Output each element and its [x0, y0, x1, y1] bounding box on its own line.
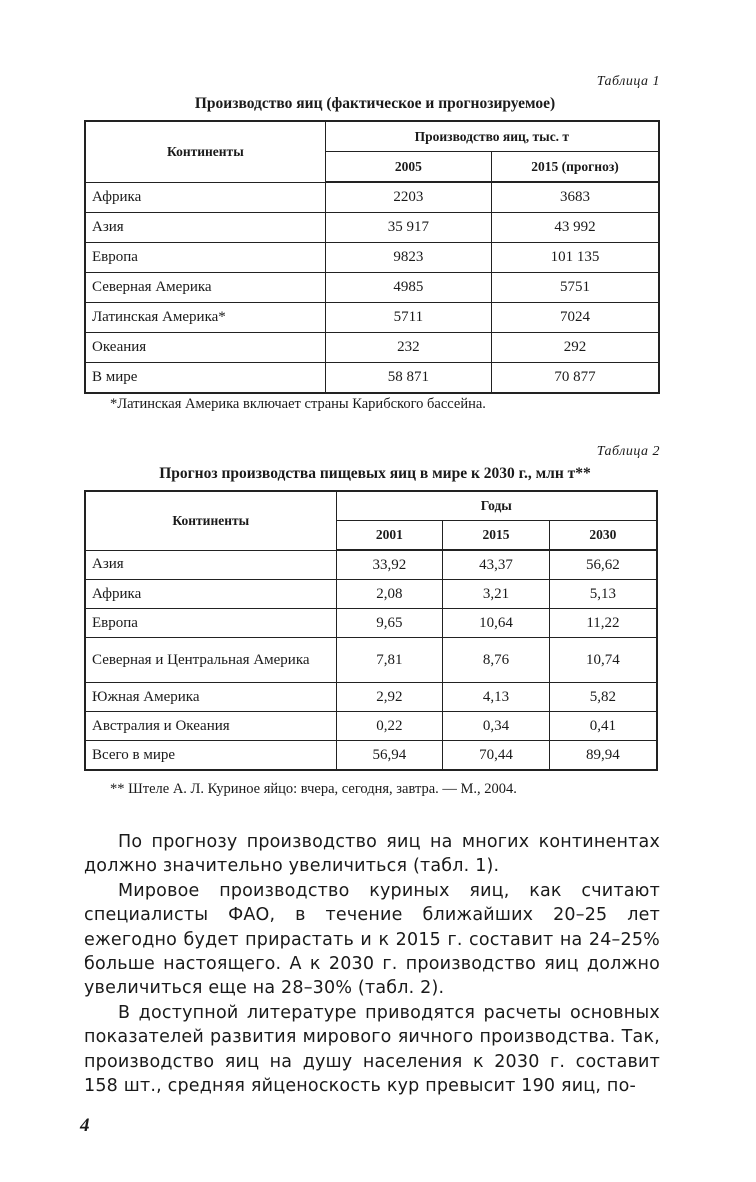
row-value-2005: 5711 [325, 303, 491, 333]
row-name: Всего в мире [85, 741, 336, 771]
paragraph-2: Мировое производство куриных яиц, как считают специалисты ФАО, в течение ближайших 20–25 лет ежегодно будет прирастать и к 2015 г. составит на 24–25% больше настоящего. А к 2030 г. производство яиц должно увеличиться еще на 28–30% (табл. 2). [84, 880, 660, 999]
row-name: Австралия и Океания [85, 712, 336, 741]
table1-header-2005: 2005 [325, 152, 491, 183]
row-value-2005: 58 871 [325, 363, 491, 394]
table-row [85, 182, 659, 213]
row-value-2030: 56,62 [549, 550, 657, 580]
row-name: Океания [85, 333, 325, 363]
table2-header-2030: 2030 [549, 521, 657, 551]
row-value-2005: 232 [325, 333, 491, 363]
table1-title: Производство яиц (фактическое и прогнозируемое) [194, 95, 556, 112]
row-value-2001: 56,94 [336, 741, 443, 771]
row-value-2015: 43 992 [492, 213, 659, 243]
row-value-2005: 9823 [325, 243, 491, 273]
row-value-2015: 10,64 [443, 609, 550, 638]
table-row [85, 712, 657, 741]
row-name: Европа [85, 243, 325, 273]
row-value-2015: 8,76 [443, 638, 550, 683]
row-value-2005: 2203 [325, 182, 491, 213]
body-text [84, 830, 660, 1098]
table-row [85, 550, 657, 580]
table2 [84, 490, 658, 771]
row-value-2015: 101 135 [492, 243, 659, 273]
table1-label: Таблица 1 [596, 74, 660, 89]
row-value-2005: 4985 [325, 273, 491, 303]
table2-label: Таблица 2 [596, 444, 660, 459]
table-row [85, 303, 659, 333]
row-value-2030: 11,22 [549, 609, 657, 638]
table1-header-continents: Континенты [85, 121, 325, 182]
row-name: Африка [85, 580, 336, 609]
row-name: Азия [85, 550, 336, 580]
row-value-2015: 3683 [492, 182, 659, 213]
row-value-2030: 0,41 [549, 712, 657, 741]
row-value-2005: 35 917 [325, 213, 491, 243]
paragraph-1: По прогнозу производство яиц на многих континентах должно значительно увеличиться (табл. 1). [84, 832, 660, 877]
table-row [85, 741, 657, 771]
table1-header-2015: 2015 (прогноз) [492, 152, 659, 183]
row-value-2001: 0,22 [336, 712, 443, 741]
row-value-2015: 70 877 [492, 363, 659, 394]
table-row [85, 363, 659, 394]
row-name: Северная и Центральная Америка [85, 638, 336, 683]
row-value-2015: 5751 [492, 273, 659, 303]
table2-header-group: Годы [336, 491, 657, 521]
row-value-2015: 70,44 [443, 741, 550, 771]
table-row [85, 580, 657, 609]
paragraph-3: В доступной литературе приводятся расчеты основных показателей развития мирового яичного производства. Так, производство яиц на душу населения к 2030 г. составит 158 шт., средняя яйценоскость кур превысит 190 яиц, по- [84, 1002, 660, 1097]
table2-header-2015: 2015 [443, 521, 550, 551]
row-value-2001: 7,81 [336, 638, 443, 683]
table1 [84, 120, 660, 394]
row-name: Северная Америка [85, 273, 325, 303]
table2-header-continents: Континенты [85, 491, 336, 550]
row-name: Африка [85, 182, 325, 213]
row-name: Южная Америка [85, 683, 336, 712]
table2-footnote: ** Штеле А. Л. Куриное яйцо: вчера, сегодня, завтра. — М., 2004. [110, 781, 517, 797]
table2-header-2001: 2001 [336, 521, 443, 551]
row-value-2015: 3,21 [443, 580, 550, 609]
table-row [85, 638, 657, 683]
row-value-2015: 292 [492, 333, 659, 363]
row-name: Латинская Америка* [85, 303, 325, 333]
table-row [85, 683, 657, 712]
page-number: 4 [80, 1115, 90, 1136]
row-value-2001: 2,08 [336, 580, 443, 609]
table-row [85, 243, 659, 273]
table2-title: Прогноз производства пищевых яиц в мире к 2030 г., млн т** [159, 465, 591, 482]
row-name: Азия [85, 213, 325, 243]
table1-header-group: Производство яиц, тыс. т [325, 121, 659, 152]
row-value-2001: 9,65 [336, 609, 443, 638]
row-value-2030: 89,94 [549, 741, 657, 771]
row-value-2030: 10,74 [549, 638, 657, 683]
row-value-2001: 2,92 [336, 683, 443, 712]
row-value-2030: 5,13 [549, 580, 657, 609]
row-value-2015: 0,34 [443, 712, 550, 741]
table-row [85, 213, 659, 243]
row-value-2030: 5,82 [549, 683, 657, 712]
row-value-2015: 43,37 [443, 550, 550, 580]
row-value-2015: 4,13 [443, 683, 550, 712]
row-name: Европа [85, 609, 336, 638]
row-value-2001: 33,92 [336, 550, 443, 580]
row-value-2015: 7024 [492, 303, 659, 333]
table1-footnote: *Латинская Америка включает страны Карибского бассейна. [110, 396, 486, 412]
row-name: В мире [85, 363, 325, 394]
table-row [85, 609, 657, 638]
table-row [85, 273, 659, 303]
table-row [85, 333, 659, 363]
